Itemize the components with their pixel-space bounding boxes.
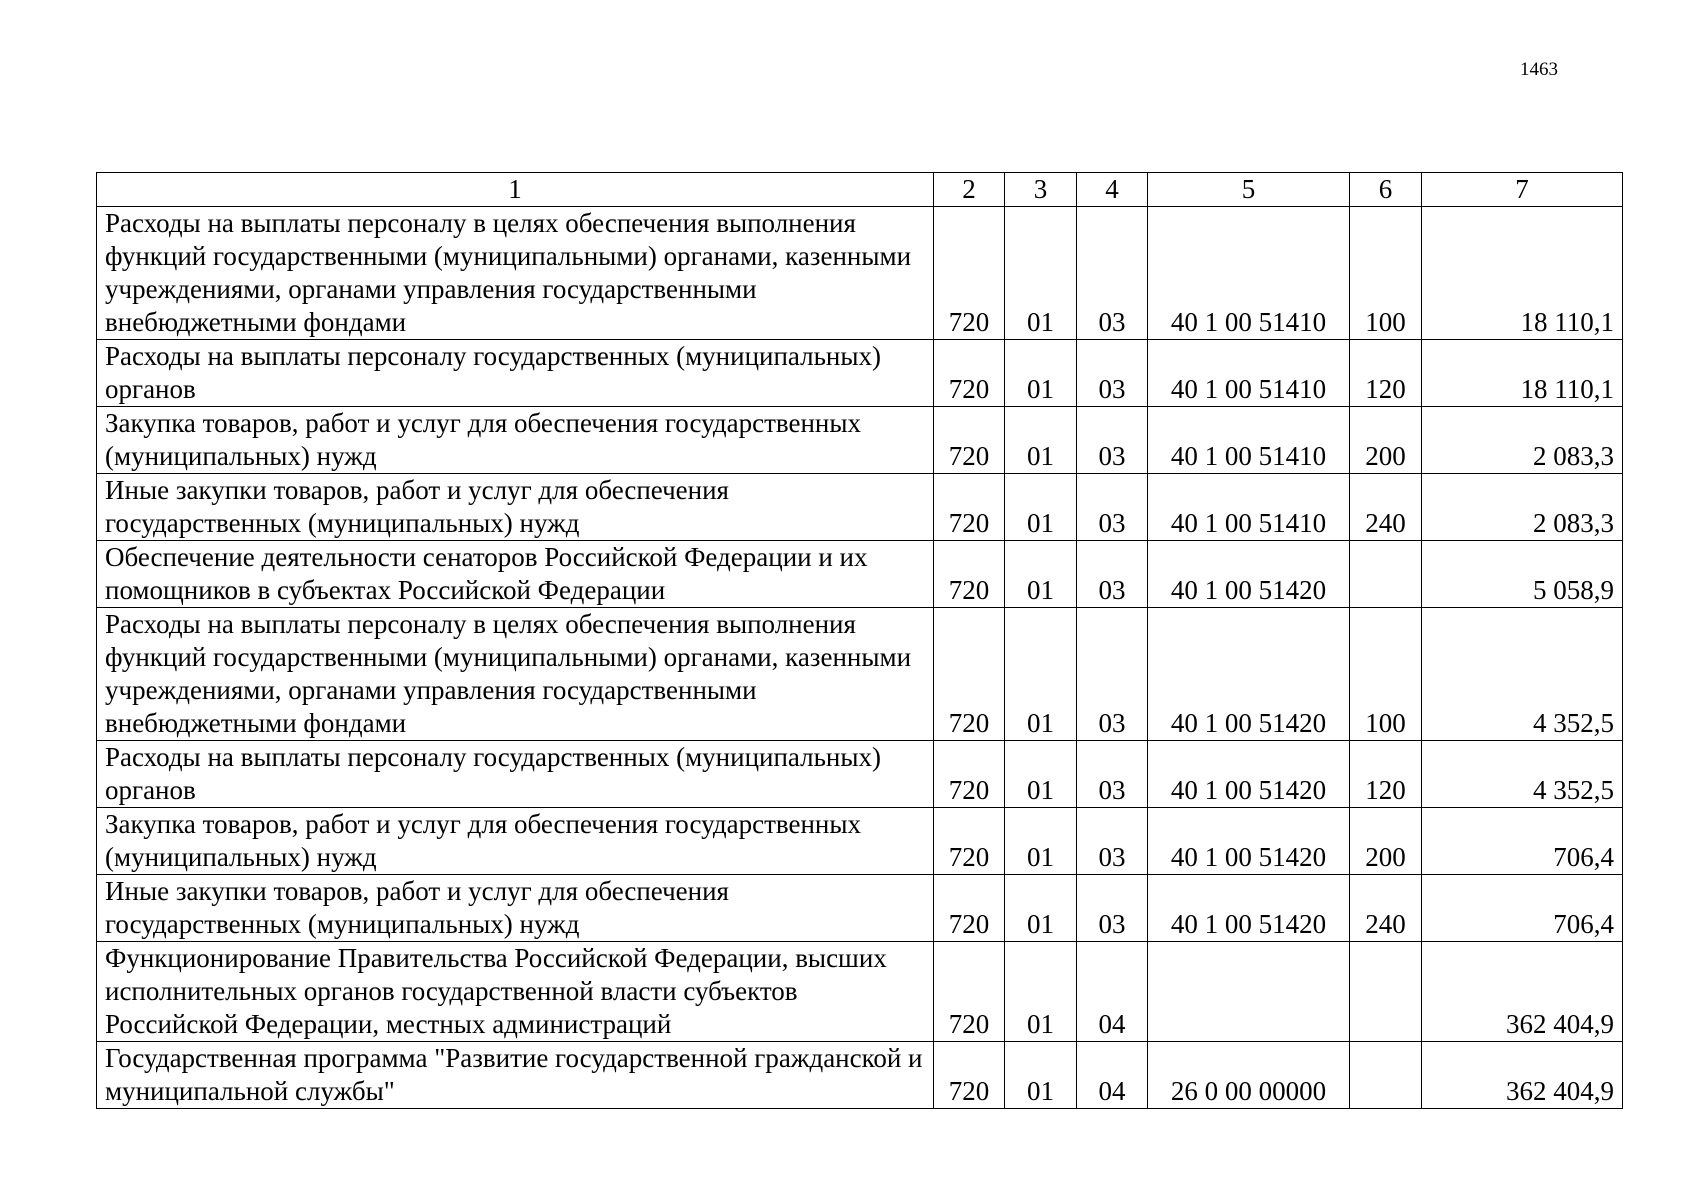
header-cell: 2 [934,173,1005,207]
cell-col7: 18 110,1 [1422,340,1623,407]
cell-col7: 18 110,1 [1422,207,1623,340]
row-description: Закупка товаров, работ и услуг для обеспечения государственных (муниципальных) нужд [97,808,934,875]
header-cell: 5 [1148,173,1350,207]
cell-col7: 4 352,5 [1422,608,1623,741]
cell-col4: 03 [1077,407,1148,474]
cell-col6: 200 [1350,808,1422,875]
cell-col5 [1148,942,1350,1042]
table-row [97,741,1623,808]
cell-col7: 4 352,5 [1422,741,1623,808]
cell-col4: 03 [1077,474,1148,541]
cell-col3: 01 [1005,741,1077,808]
budget-table [96,172,1623,1109]
cell-col6: 240 [1350,474,1422,541]
cell-col5: 40 1 00 51420 [1148,875,1350,942]
cell-col5: 40 1 00 51410 [1148,474,1350,541]
header-cell: 3 [1005,173,1077,207]
cell-col7: 706,4 [1422,808,1623,875]
cell-col4: 03 [1077,541,1148,608]
cell-col5: 40 1 00 51410 [1148,407,1350,474]
cell-col2: 720 [934,808,1005,875]
cell-col4: 04 [1077,1042,1148,1109]
cell-col7: 2 083,3 [1422,474,1623,541]
row-description: Закупка товаров, работ и услуг для обеспечения государственных (муниципальных) нужд [97,407,934,474]
row-description: Расходы на выплаты персоналу в целях обеспечения выполнения функций государственными (муниципальными) органами, казенными учреждениями, органами управления государственными внебюджетными фондами [97,608,934,741]
cell-col3: 01 [1005,608,1077,741]
cell-col6: 100 [1350,608,1422,741]
cell-col7: 362 404,9 [1422,1042,1623,1109]
table-header-row [97,173,1623,207]
cell-col2: 720 [934,608,1005,741]
table-row [97,942,1623,1042]
cell-col5: 40 1 00 51420 [1148,808,1350,875]
table-row [97,541,1623,608]
cell-col4: 03 [1077,207,1148,340]
row-description: Расходы на выплаты персоналу государственных (муниципальных) органов [97,741,934,808]
table-row [97,407,1623,474]
row-description: Иные закупки товаров, работ и услуг для обеспечения государственных (муниципальных) нужд [97,474,934,541]
cell-col7: 362 404,9 [1422,942,1623,1042]
cell-col6 [1350,942,1422,1042]
cell-col5: 40 1 00 51420 [1148,741,1350,808]
cell-col7: 706,4 [1422,875,1623,942]
cell-col6: 240 [1350,875,1422,942]
cell-col3: 01 [1005,875,1077,942]
table-row [97,207,1623,340]
cell-col7: 5 058,9 [1422,541,1623,608]
row-description: Государственная программа "Развитие государственной гражданской и муниципальной службы" [97,1042,934,1109]
cell-col2: 720 [934,541,1005,608]
cell-col2: 720 [934,407,1005,474]
cell-col4: 03 [1077,875,1148,942]
cell-col3: 01 [1005,474,1077,541]
table-row [97,808,1623,875]
cell-col2: 720 [934,474,1005,541]
cell-col2: 720 [934,207,1005,340]
cell-col2: 720 [934,942,1005,1042]
cell-col6 [1350,541,1422,608]
cell-col5: 40 1 00 51420 [1148,541,1350,608]
cell-col3: 01 [1005,340,1077,407]
page-number: 1463 [1520,59,1558,80]
cell-col6: 120 [1350,741,1422,808]
cell-col3: 01 [1005,541,1077,608]
cell-col4: 03 [1077,340,1148,407]
cell-col4: 03 [1077,608,1148,741]
cell-col4: 03 [1077,808,1148,875]
cell-col2: 720 [934,741,1005,808]
cell-col5: 40 1 00 51410 [1148,207,1350,340]
cell-col2: 720 [934,875,1005,942]
header-cell: 7 [1422,173,1623,207]
row-description: Расходы на выплаты персоналу в целях обеспечения выполнения функций государственными (муниципальными) органами, казенными учреждениями, органами управления государственными внебюджетными фондами [97,207,934,340]
row-description: Расходы на выплаты персоналу государственных (муниципальных) органов [97,340,934,407]
cell-col6: 120 [1350,340,1422,407]
cell-col6: 100 [1350,207,1422,340]
cell-col2: 720 [934,1042,1005,1109]
cell-col2: 720 [934,340,1005,407]
row-description: Обеспечение деятельности сенаторов Российской Федерации и их помощников в субъектах Российской Федерации [97,541,934,608]
header-cell: 1 [97,173,934,207]
table-row [97,340,1623,407]
table-row [97,875,1623,942]
cell-col7: 2 083,3 [1422,407,1623,474]
header-cell: 6 [1350,173,1422,207]
row-description: Иные закупки товаров, работ и услуг для обеспечения государственных (муниципальных) нужд [97,875,934,942]
table-row [97,1042,1623,1109]
cell-col3: 01 [1005,207,1077,340]
table-row [97,608,1623,741]
cell-col3: 01 [1005,1042,1077,1109]
cell-col5: 26 0 00 00000 [1148,1042,1350,1109]
cell-col4: 04 [1077,942,1148,1042]
cell-col3: 01 [1005,808,1077,875]
cell-col5: 40 1 00 51410 [1148,340,1350,407]
cell-col4: 03 [1077,741,1148,808]
header-cell: 4 [1077,173,1148,207]
cell-col5: 40 1 00 51420 [1148,608,1350,741]
cell-col3: 01 [1005,942,1077,1042]
row-description: Функционирование Правительства Российской Федерации, высших исполнительных органов государственной власти субъектов Российской Федерации, местных администраций [97,942,934,1042]
cell-col6: 200 [1350,407,1422,474]
table-row [97,474,1623,541]
cell-col6 [1350,1042,1422,1109]
cell-col3: 01 [1005,407,1077,474]
